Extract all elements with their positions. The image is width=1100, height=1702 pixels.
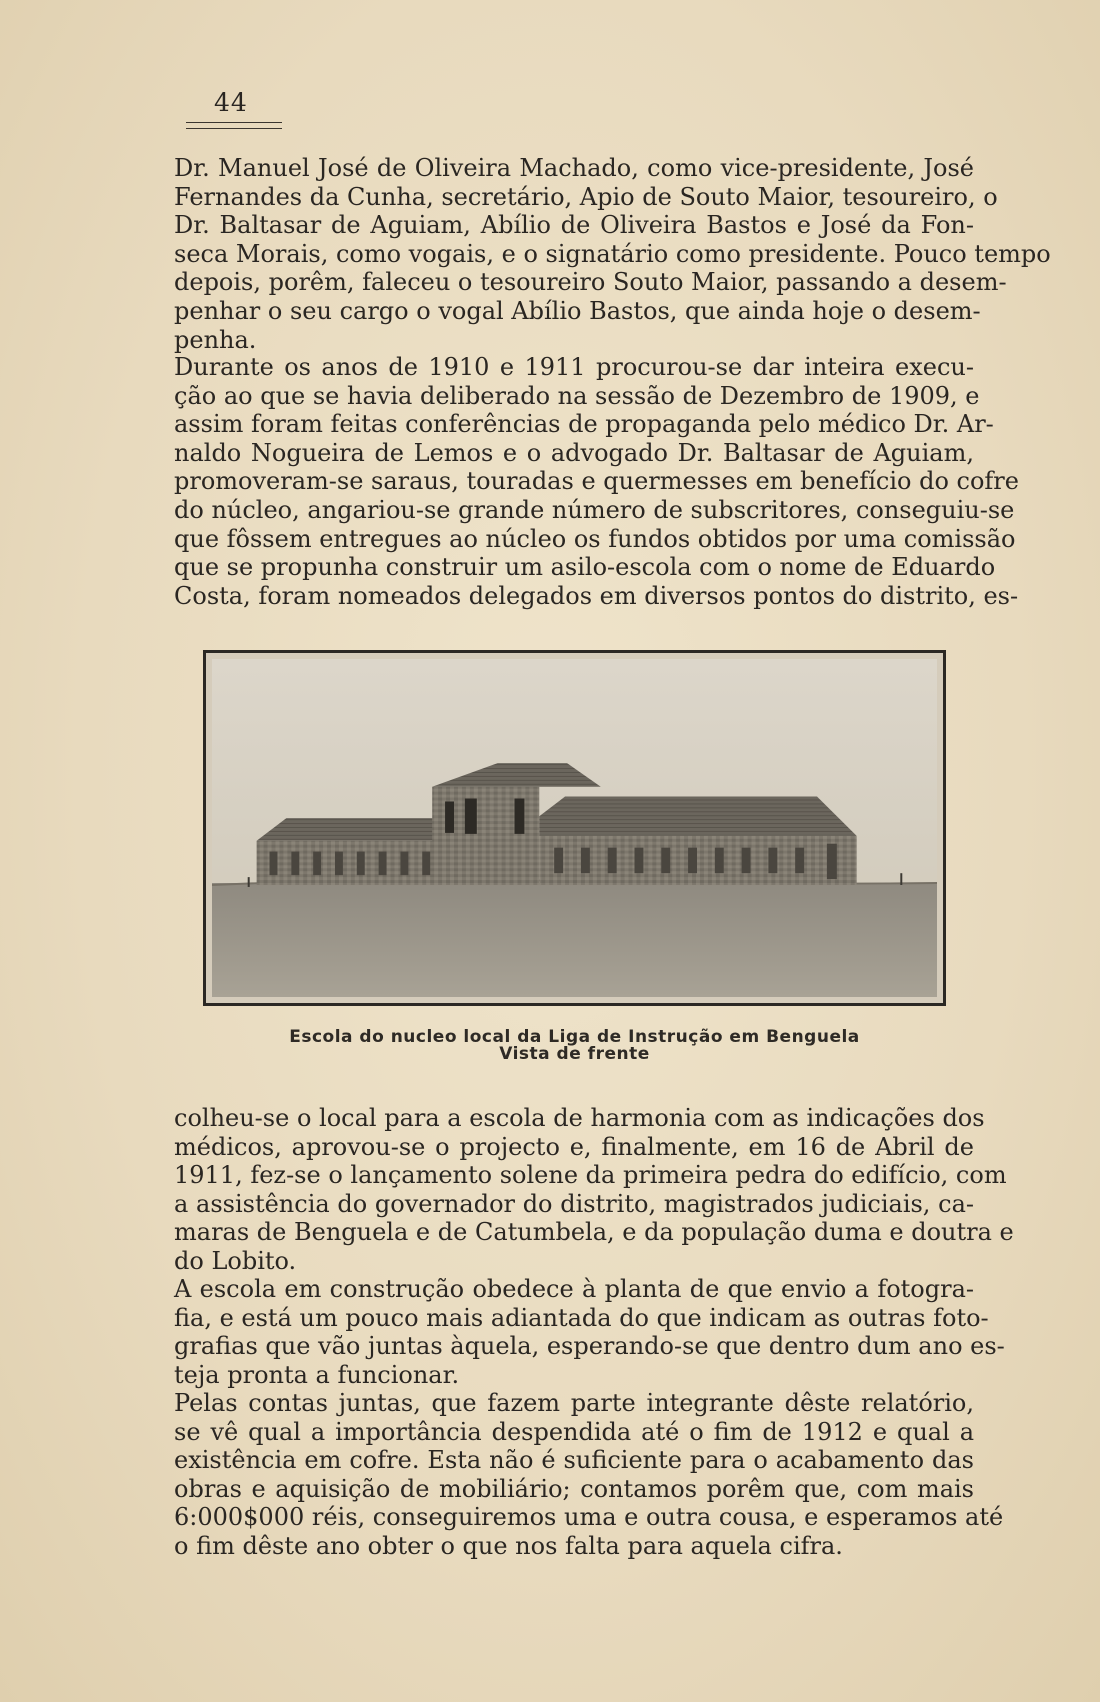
text-line: que se propunha construir um asilo-escola com o nome de Eduardo: [174, 553, 996, 582]
text-line: colheu-se o local para a escola de harmonia com as indicações dos: [174, 1104, 985, 1132]
text-line: que fôssem entregues ao núcleo os fundos obtidos por uma comissão: [174, 524, 1016, 553]
figure-caption-subtitle: Vista de frente: [499, 1044, 650, 1064]
school-building-photo: [212, 659, 937, 997]
text-line: 6:000$000 réis, conseguiremos uma e outra cousa, e esperamos até: [174, 1503, 1004, 1532]
text-line: penha.: [174, 325, 257, 354]
paragraph-2: [174, 353, 1019, 610]
text-line: obras e aquisição de mobiliário; contamos porêm que, com mais: [174, 1474, 974, 1503]
paragraph-5: [174, 1389, 1004, 1561]
text-line: promoveram-se saraus, touradas e quermesses em benefício do cofre: [174, 467, 1019, 496]
text-line: penhar o seu cargo o vogal Abílio Bastos, que ainda hoje o desem-: [174, 296, 981, 325]
text-line: assim foram feitas conferências de propaganda pelo médico Dr. Ar-: [174, 410, 994, 439]
page-number-rule: [186, 122, 282, 129]
page-number: 44: [214, 88, 248, 117]
text-line: a assistência do governador do distrito, magistrados judiciais, ca-: [174, 1189, 974, 1218]
text-line: Costa, foram nomeados delegados em diversos pontos do distrito, es-: [174, 581, 1019, 610]
text-line: Dr. Baltasar de Aguiam, Abílio de Oliveira Bastos e José da Fon-: [174, 211, 974, 240]
text-line: Dr. Manuel José de Oliveira Machado, como vice-presidente, José: [174, 154, 974, 182]
text-line: grafias que vão juntas àquela, esperando-se que dentro dum ano es-: [174, 1332, 1005, 1361]
text-line: do Lobito.: [174, 1246, 297, 1275]
text-line: médicos, aprovou-se o projecto e, finalmente, em 16 de Abril de: [174, 1132, 974, 1161]
paragraph-1: [174, 154, 1051, 354]
text-line: maras de Benguela e de Catumbela, e da população duma e doutra e: [174, 1218, 1014, 1247]
text-line: Pelas contas juntas, que fazem parte integrante dêste relatório,: [174, 1389, 974, 1417]
text-line: fia, e está um pouco mais adiantada do que indicam as outras foto-: [174, 1303, 989, 1332]
text-line: depois, porêm, faleceu o tesoureiro Souto Maior, passando a desem-: [174, 268, 1007, 297]
school-photograph: [203, 650, 946, 1006]
text-line: Durante os anos de 1910 e 1911 procurou-se dar inteira execu-: [174, 353, 974, 381]
text-line: A escola em construção obedece à planta de que envio a fotogra-: [174, 1275, 974, 1303]
paragraph-4: [174, 1275, 1005, 1389]
text-line: existência em cofre. Esta não é suficiente para o acabamento das: [174, 1446, 974, 1475]
text-line: seca Morais, como vogais, e o signatário como presidente. Pouco tempo: [174, 239, 1051, 268]
text-line: Fernandes da Cunha, secretário, Apio de Souto Maior, tesoureiro, o: [174, 182, 998, 211]
text-line: teja pronta a funcionar.: [174, 1360, 460, 1389]
text-line: do núcleo, angariou-se grande número de subscritores, conseguiu-se: [174, 495, 1015, 524]
figure-caption-title: Escola do nucleo local da Liga de Instrução em Benguela: [289, 1027, 860, 1047]
paragraph-3: [174, 1104, 1014, 1276]
text-line: ção ao que se havia deliberado na sessão de Dezembro de 1909, e: [174, 381, 980, 410]
text-line: 1911, fez-se o lançamento solene da primeira pedra do edifício, com: [174, 1161, 1007, 1190]
text-line: o fim dêste ano obter o que nos falta para aquela cifra.: [174, 1531, 843, 1560]
text-line: naldo Nogueira de Lemos e o advogado Dr. Baltasar de Aguiam,: [174, 438, 974, 467]
text-line: se vê qual a importância despendida até o fim de 1912 e qual a: [174, 1417, 974, 1446]
